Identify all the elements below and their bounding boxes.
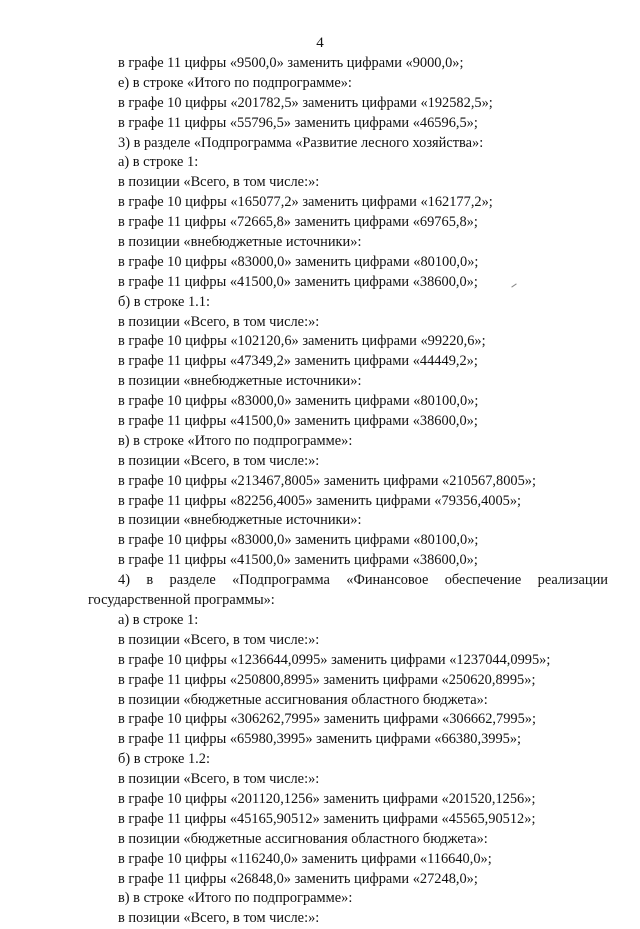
text-line-content: в графе 10 цифры «83000,0» заменить цифрами «80100,0»; — [118, 253, 479, 270]
text-line-content: а) в строке 1: — [118, 611, 199, 628]
text-line-content: в) в строке «Итого по подпрограмме»: — [118, 890, 353, 907]
text-line — [0, 750, 640, 770]
text-line-content: государственной программы»: — [88, 592, 275, 609]
text-line-content: в графе 11 цифры «45165,90512» заменить цифрами «45565,90512»; — [118, 810, 536, 827]
text-line-content: в позиции «внебюджетные источники»: — [118, 512, 362, 529]
text-line-content: в позиции «бюджетные ассигнования областного бюджета»: — [118, 691, 488, 708]
text-line — [0, 253, 640, 273]
text-line-content: в графе 10 цифры «213467,8005» заменить цифрами «210567,8005»; — [118, 472, 536, 489]
text-line-content: в графе 11 цифры «41500,0» заменить цифрами «38600,0»; — [118, 413, 478, 430]
text-line-content: 4) в разделе «Подпрограмма «Финансовое обеспечение реализации — [118, 572, 608, 589]
text-line-content: а) в строке 1: — [118, 154, 199, 171]
text-line-content: в графе 11 цифры «72665,8» заменить цифрами «69765,8»; — [118, 214, 478, 231]
text-line-content: в графе 10 цифры «201782,5» заменить цифрами «192582,5»; — [118, 94, 493, 111]
text-line — [0, 432, 640, 452]
text-line — [0, 472, 640, 492]
text-line-content: в позиции «Всего, в том числе:»: — [118, 174, 320, 191]
text-line-content: в графе 11 цифры «41500,0» заменить цифрами «38600,0»; — [118, 273, 478, 290]
text-line — [0, 889, 640, 909]
text-line — [0, 352, 640, 372]
text-line — [0, 94, 640, 114]
text-line-content: в графе 11 цифры «250800,8995» заменить цифрами «250620,8995»; — [118, 671, 536, 688]
text-line — [0, 213, 640, 233]
text-line-content: в позиции «Всего, в том числе:»: — [118, 452, 320, 469]
text-line-content: в графе 10 цифры «201120,1256» заменить цифрами «201520,1256»; — [118, 790, 536, 807]
text-line-content: в графе 11 цифры «9500,0» заменить цифрами «9000,0»; — [118, 55, 464, 71]
text-line — [0, 909, 640, 929]
text-line-content: в графе 11 цифры «41500,0» заменить цифрами «38600,0»; — [118, 552, 478, 569]
text-line — [0, 710, 640, 730]
text-line — [0, 830, 640, 850]
text-line-content: в графе 11 цифры «65980,3995» заменить цифрами «66380,3995»; — [118, 731, 522, 748]
text-line — [0, 313, 640, 333]
text-line-content: 3) в разделе «Подпрограмма «Развитие лесного хозяйства»: — [118, 134, 484, 151]
text-line-content: в позиции «Всего, в том числе:»: — [118, 910, 320, 927]
text-line — [0, 551, 640, 571]
text-line — [0, 571, 640, 591]
text-line — [0, 74, 640, 94]
text-line — [0, 193, 640, 213]
text-line — [0, 671, 640, 691]
text-line — [0, 153, 640, 173]
text-line-content: в позиции «внебюджетные источники»: — [118, 234, 362, 251]
text-line-content: в графе 10 цифры «306262,7995» заменить цифрами «306662,7995»; — [118, 711, 536, 728]
text-line — [0, 631, 640, 651]
text-line-content: в графе 11 цифры «47349,2» заменить цифрами «44449,2»; — [118, 353, 478, 370]
text-line-content: в графе 11 цифры «82256,4005» заменить цифрами «79356,4005»; — [118, 492, 522, 509]
text-line — [0, 810, 640, 830]
text-line — [0, 332, 640, 352]
text-line-content: в графе 11 цифры «26848,0» заменить цифрами «27248,0»; — [118, 870, 478, 887]
text-line — [0, 850, 640, 870]
text-line-content: в позиции «бюджетные ассигнования областного бюджета»: — [118, 830, 488, 847]
text-line — [0, 790, 640, 810]
text-line — [0, 531, 640, 551]
text-line — [0, 134, 640, 154]
text-line-content: б) в строке 1.2: — [118, 751, 210, 768]
text-line — [0, 730, 640, 750]
text-line — [0, 412, 640, 432]
text-line — [0, 492, 640, 512]
text-line — [0, 611, 640, 631]
page-number: 4 — [316, 35, 324, 51]
text-line-content: в позиции «Всего, в том числе:»: — [118, 771, 320, 788]
text-line-content: в графе 10 цифры «83000,0» заменить цифрами «80100,0»; — [118, 532, 479, 549]
text-line-content: в графе 10 цифры «83000,0» заменить цифрами «80100,0»; — [118, 393, 479, 410]
text-line-content: в позиции «внебюджетные источники»: — [118, 373, 362, 390]
text-line — [0, 54, 640, 74]
text-line-content: в графе 10 цифры «116240,0» заменить цифрами «116640,0»; — [118, 850, 492, 867]
text-line-content: б) в строке 1.1: — [118, 293, 210, 310]
text-line — [0, 870, 640, 890]
text-line-content: в графе 11 цифры «55796,5» заменить цифрами «46596,5»; — [118, 114, 478, 131]
text-line-content: в графе 10 цифры «165077,2» заменить цифрами «162177,2»; — [118, 194, 493, 211]
text-line — [0, 273, 640, 293]
text-line — [0, 452, 640, 472]
text-line-content: в) в строке «Итого по подпрограмме»: — [118, 432, 353, 449]
text-line — [0, 293, 640, 313]
text-line — [0, 392, 640, 412]
text-line — [0, 173, 640, 193]
text-line-content: в позиции «Всего, в том числе:»: — [118, 313, 320, 330]
text-line — [0, 770, 640, 790]
text-line — [0, 114, 640, 134]
text-line-content: в графе 10 цифры «1236644,0995» заменить цифрами «1237044,0995»; — [118, 651, 551, 668]
text-line-content: в графе 10 цифры «102120,6» заменить цифрами «99220,6»; — [118, 333, 486, 350]
document-body — [0, 54, 640, 929]
text-line-content: е) в строке «Итого по подпрограмме»: — [118, 74, 352, 91]
text-line — [0, 591, 640, 611]
text-line — [0, 233, 640, 253]
text-line — [0, 511, 640, 531]
text-line — [0, 372, 640, 392]
text-line — [0, 691, 640, 711]
text-line — [0, 651, 640, 671]
text-line-content: в позиции «Всего, в том числе:»: — [118, 631, 320, 648]
